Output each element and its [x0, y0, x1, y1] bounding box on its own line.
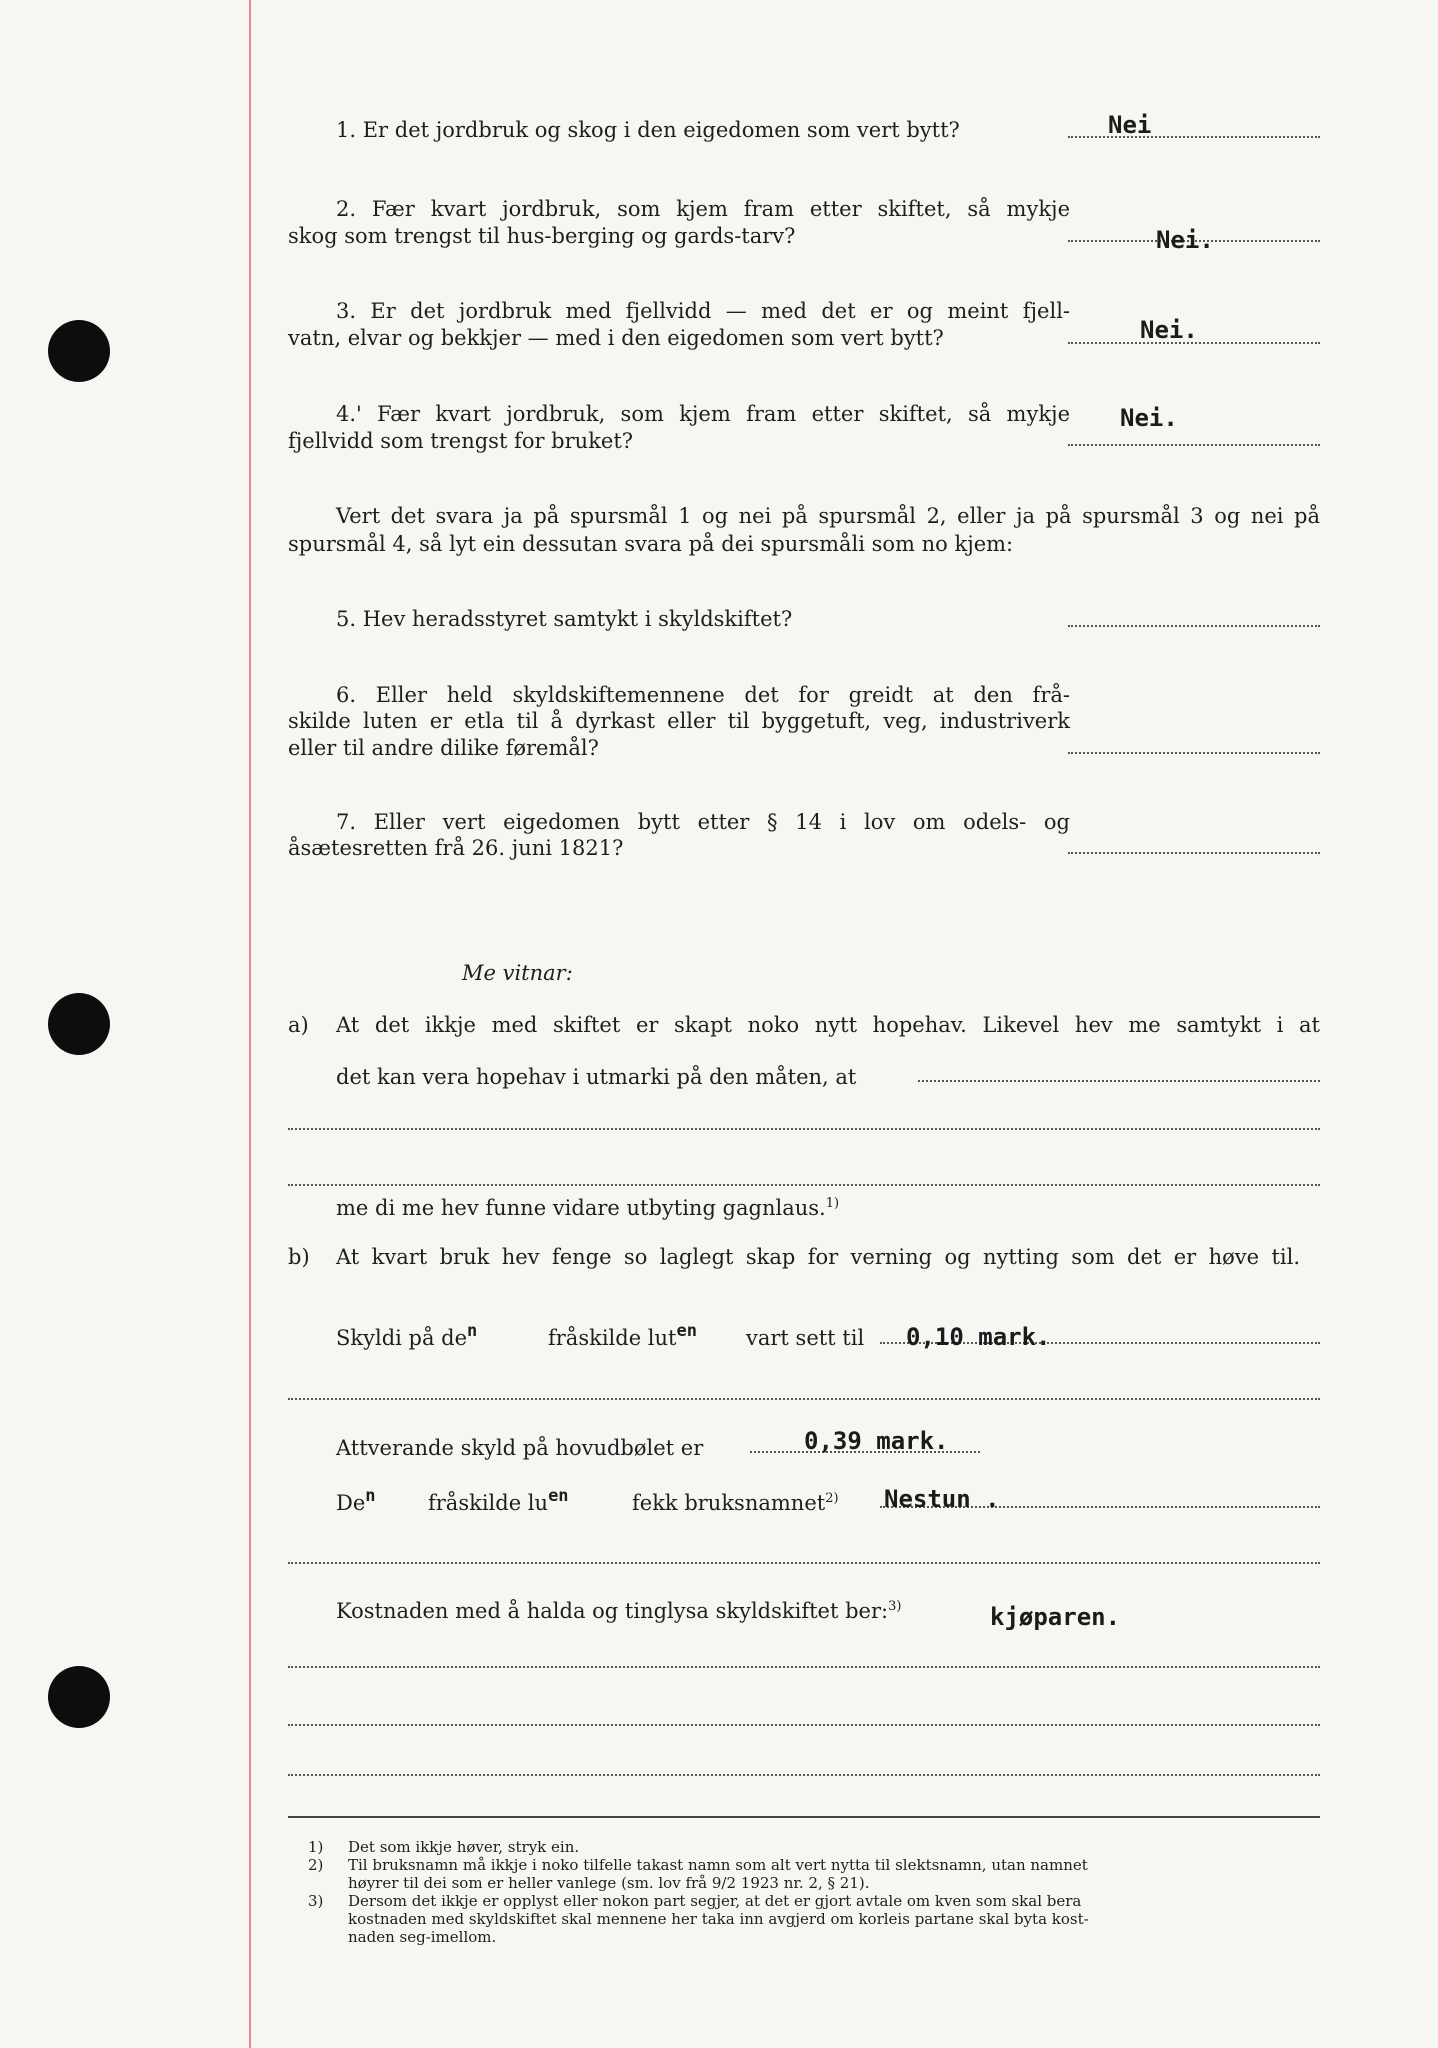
- skyld-text-2: fråskilde lut$^{en}$: [548, 1321, 697, 1350]
- red-margin-line: [249, 0, 251, 2048]
- intro-line-2: spursmål 4, så lyt ein dessutan svara på dei spursmåli som no kjem:: [288, 532, 1014, 556]
- fill-line-kostnad-3: [288, 1774, 1320, 1776]
- answer-line-7: [1068, 852, 1320, 854]
- answer-1: Nei: [1108, 111, 1152, 139]
- kostnad-value: kjøparen.: [990, 1603, 1121, 1631]
- question-2-line-1: 2. Fær kvart jordbruk, som kjem fram etter skiftet, så mykje: [336, 197, 1070, 221]
- fill-line-a-2: [288, 1128, 1320, 1130]
- skyld-value: 0,10 mark.: [906, 1323, 1051, 1351]
- question-6-line-3: eller til andre dilike føremål?: [288, 736, 599, 760]
- question-5: 5. Hev heradsstyret samtykt i skyldskiftet?: [336, 607, 793, 631]
- item-a-line-1: At det ikkje med skiftet er skapt noko nytt hopehav. Likevel hev me samtykt i at: [336, 1013, 1320, 1037]
- skyld-text-3: vart sett til: [746, 1326, 865, 1350]
- bruksnamn-text-3: fekk bruksnamnet$^{2)}$: [632, 1491, 839, 1515]
- kostnad-label: Kostnaden med å halda og tinglysa skyldskiftet ber:$^{3)}$: [336, 1599, 902, 1623]
- question-4-line-2: fjellvidd som trengst for bruket?: [288, 429, 634, 453]
- question-3-line-1: 3. Er det jordbruk med fjellvidd — med det er og meint fjell-: [336, 299, 1070, 323]
- question-7-line-2: åsætesretten frå 26. juni 1821?: [288, 836, 624, 860]
- fill-line-a-1: [918, 1080, 1320, 1082]
- attverande-label: Attverande skyld på hovudbølet er: [336, 1436, 704, 1460]
- skyld-text-1: Skyldi på $de^n$: [336, 1321, 478, 1350]
- fill-line-kostnad-1: [288, 1666, 1320, 1668]
- question-2-line-2: skog som trengst til hus-berging og gards-tarv?: [288, 224, 796, 248]
- question-3-line-2: vatn, elvar og bekkjer — med i den eigedomen som vert bytt?: [288, 326, 944, 350]
- bruksnamn-text-1: De$^n$: [336, 1486, 376, 1515]
- question-4-line-1: 4.' Fær kvart jordbruk, som kjem fram etter skiftet, så mykje: [336, 402, 1070, 426]
- item-a-line-2: det kan vera hopehav i utmarki på den måten, at: [336, 1065, 857, 1089]
- item-b-line-1: At kvart bruk hev fenge so laglegt skap for verning og nytting som det er høve til.: [336, 1245, 1300, 1269]
- item-a-label: a): [288, 1013, 309, 1037]
- fill-line-kostnad-2: [288, 1724, 1320, 1726]
- bruksnamn-text-2: fråskilde $lu^{en}$: [428, 1486, 569, 1515]
- answer-2: Nei.: [1156, 226, 1214, 254]
- bruksnamn-value: Nestun .: [884, 1485, 1000, 1513]
- footnote-separator: [288, 1816, 1320, 1818]
- answer-line-6: [1068, 752, 1320, 754]
- item-a-line-3: me di me hev funne vidare utbyting gagnlaus.$^{1)}$: [336, 1196, 840, 1220]
- answer-line-4: [1068, 444, 1320, 446]
- punch-hole-middle: [48, 993, 110, 1055]
- intro-line-1: Vert det svara ja på spursmål 1 og nei på spursmål 2, eller ja på spursmål 3 og nei på: [336, 504, 1320, 528]
- answer-3: Nei.: [1140, 316, 1198, 344]
- question-6-line-2: skilde luten er etla til å dyrkast eller til byggetuft, veg, industriverk: [288, 709, 1070, 733]
- item-b-label: b): [288, 1245, 310, 1269]
- question-7-line-1: 7. Eller vert eigedomen bytt etter § 14 i lov om odels- og: [336, 810, 1070, 834]
- answer-line-5: [1068, 625, 1320, 627]
- document-page: 1. Er det jordbruk og skog i den eigedomen som vert bytt? Nei 2. Fær kvart jordbruk, som kjem fram etter skiftet, så mykje skog som trengst til hus-berging og gards-tarv? Nei. 3. Er det jordbruk med fjellvidd — med det er og meint fjell- vatn, elvar og bekkjer — med i den eigedomen som vert bytt? Nei. 4.' Fær kvart jordbruk, som kjem fram etter skiftet, så mykje fjellvidd som trengst for bruket? Nei. Vert det svara ja på spursmål 1 og nei på spursmål 2, eller ja på spursmål 3 og nei på spursmål 4, så lyt ein dessutan svara på dei spursmåli som no kjem: 5. Hev heradsstyret samtykt i skyldskiftet? 6. Eller held skyldskiftemennene det for greidt at den frå- skilde luten er etla til å dyrkast eller til byggetuft, veg, industriverk eller til andre dilike føremål? 7. Eller vert eigedomen bytt etter § 14 i lov om odels- og åsætesretten frå 26. juni 1821? Me vitnar: a) At det ikkje med skiftet er skapt noko nytt hopehav. Likevel hev me samtykt i at det kan vera hopehav i utmarki på den måten, at me di me hev funne vidare utbyting gagnlaus.$^{1)}$ b) At kvart bruk hev fenge so laglegt skap for verning og nytting som det er høve til. Skyldi på $de^n$ fråskilde lut$^{en}$ vart sett til 0,10 mark. Attverande skyld på hovudbølet er 0,39 mark. De$^n$ fråskilde $lu^{en}$ fekk bruksnamnet$^{2)}$ Nestun . Kostnaden med å halda og tinglysa skyldskiftet ber:$^{3)}$ kjøparen. 1) Det som ikkje høver, stryk ein. 2) Til bruksnamn må ikkje i noko tilfelle takast namn som alt vert nytta til slektsnamn, utan namnet høyrer til dei som er heller vanlege (sm. lov frå 9/2 1923 nr. 2, § 21). 3) Dersom det ikkje er opplyst eller nokon part segjer, at det er gjort avtale om kven som skal bera kostnaden med skyldskiftet skal mennene her taka inn avgjerd om korleis partane skal byta kost- naden seg-imellom.: [0, 0, 1438, 2048]
- punch-hole-top: [48, 320, 110, 382]
- answer-line-1: [1068, 136, 1320, 138]
- attverande-value: 0,39 mark.: [804, 1427, 949, 1455]
- answer-4: Nei.: [1120, 404, 1178, 432]
- question-6-line-1: 6. Eller held skyldskiftemennene det for greidt at den frå-: [336, 683, 1070, 707]
- fill-line-skyld-2: [288, 1398, 1320, 1400]
- fill-line-a-3: [288, 1184, 1320, 1186]
- question-1: 1. Er det jordbruk og skog i den eigedomen som vert bytt?: [336, 118, 960, 142]
- vitnar-heading: Me vitnar:: [462, 961, 573, 985]
- punch-hole-bottom: [48, 1666, 110, 1728]
- fill-line-bruksnamn-2: [288, 1562, 1320, 1564]
